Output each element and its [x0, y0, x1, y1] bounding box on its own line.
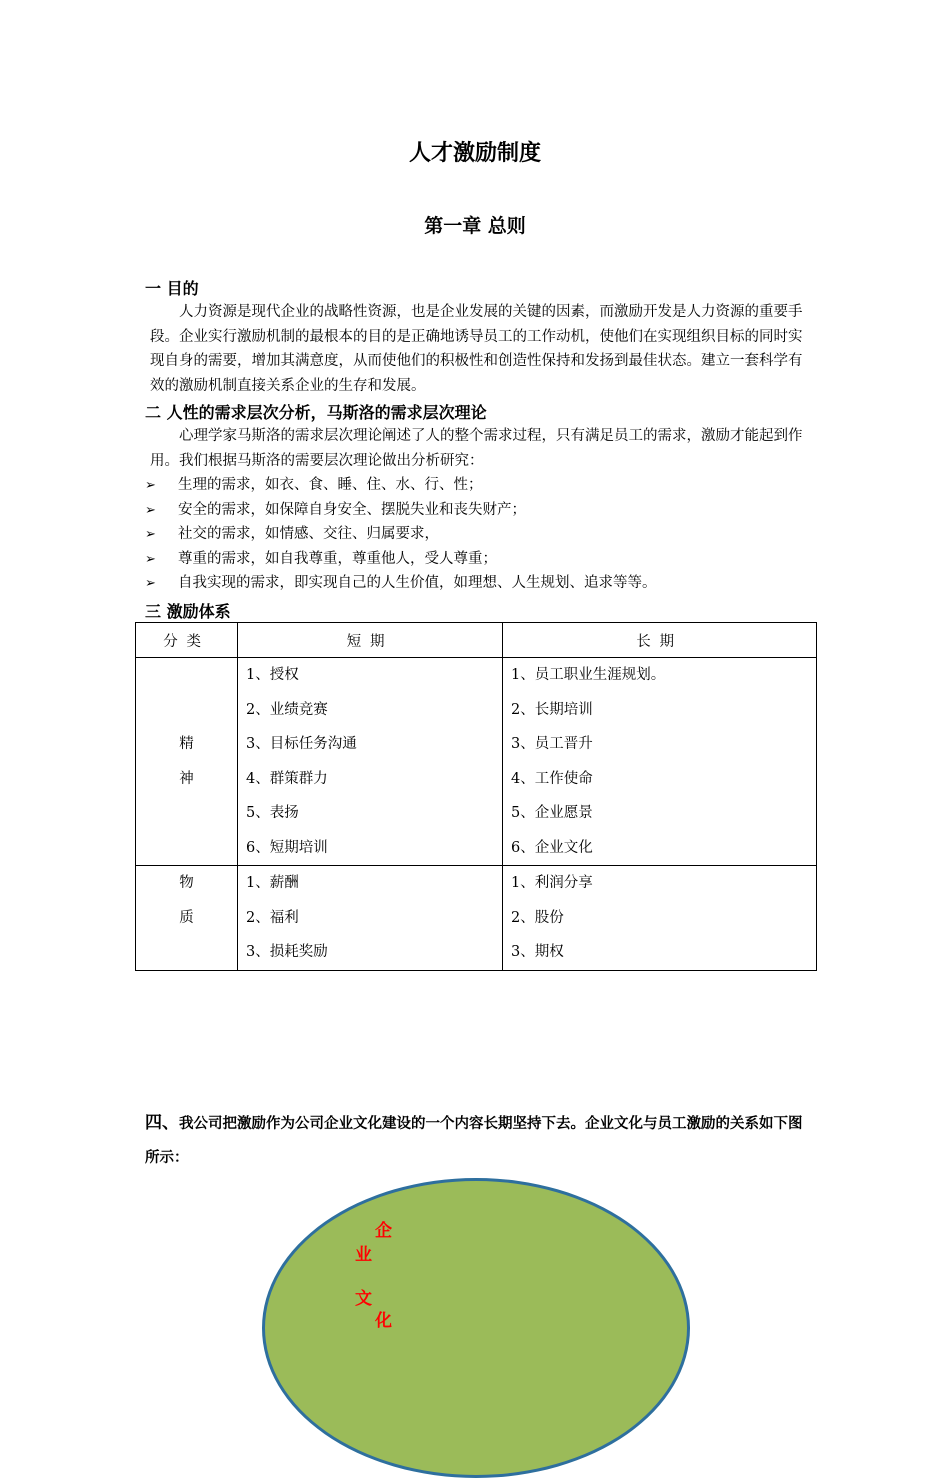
culture-ellipse — [262, 1178, 690, 1478]
diagram-char: 化 — [375, 1311, 392, 1331]
long-term-cell: 1、员工职业生涯规划。 2、长期培训 3、员工晋升 4、工作使命 5、企业愿景 6、企业文化 — [503, 658, 817, 866]
section-heading-purpose: 一 目的 — [145, 279, 199, 298]
short-term-cell: 1、授权 2、业绩竞赛 3、目标任务沟通 4、群策群力 5、表扬 6、短期培训 — [238, 658, 503, 866]
diagram-char: 业 — [355, 1245, 372, 1265]
section-number: 四、 — [145, 1113, 179, 1133]
arrow-bullet-icon: ➢ — [145, 502, 156, 518]
section-culture-body: 我公司把激励作为公司企业文化建设的一个内容长期坚持下去。企业文化与员工激励的关系如下图所示： — [145, 1116, 803, 1166]
arrow-bullet-icon: ➢ — [145, 551, 156, 567]
long-term-cell: 1、利润分享 2、股份 3、期权 — [503, 866, 817, 971]
section-purpose-body: 人力资源是现代企业的战略性资源，也是企业发展的关键的因素，而激励开发是人力资源的重要手段。企业实行激励机制的最根本的目的是正确地诱导员工的工作动机，使他们在实现组织目标的同时实现自身的需要，增加其满意度，从而使他们的积极性和创造性保持和发扬到最佳状态。建立一套科学有效的激励机制直接关系企业的生存和发展。 — [150, 304, 803, 394]
diagram-char: 企 — [375, 1221, 392, 1241]
list-item: ➢ 自我实现的需求，即实现自己的人生价值，如理想、人生规划、追求等等。 — [145, 571, 657, 596]
list-item: ➢ 社交的需求，如情感、交往、归属要求， — [145, 522, 657, 547]
table-header-row — [136, 623, 817, 658]
section-culture-relation — [145, 1106, 810, 1175]
arrow-bullet-icon: ➢ — [145, 576, 156, 592]
diagram-char: 文 — [355, 1289, 372, 1309]
column-header-category: 分类 — [136, 623, 238, 658]
column-header-long-term: 长期 — [503, 623, 817, 658]
short-term-cell: 1、薪酬 2、福利 3、损耗奖励 — [238, 866, 503, 971]
list-item: ➢ 尊重的需求，如自我尊重，尊重他人，受人尊重； — [145, 547, 657, 572]
category-cell: 物 质 — [136, 866, 238, 971]
table-row — [136, 658, 817, 866]
list-item: ➢ 生理的需求，如衣、食、睡、住、水、行、性； — [145, 473, 657, 498]
incentive-table — [135, 622, 817, 971]
arrow-bullet-icon: ➢ — [145, 478, 156, 493]
document-title: 人才激励制度 — [408, 141, 541, 166]
section-maslow-body: 心理学家马斯洛的需求层次理论阐述了人的整个需求过程，只有满足员工的需求，激励才能起到作用。我们根据马斯洛的需要层次理论做出分析研究： — [150, 428, 803, 469]
list-item: ➢ 安全的需求，如保障自身安全、摆脱失业和丧失财产； — [145, 498, 657, 523]
needs-list — [145, 473, 657, 596]
section-heading-maslow: 二 人性的需求层次分析，马斯洛的需求层次理论 — [145, 403, 487, 422]
category-cell: 精 神 — [136, 658, 238, 866]
arrow-bullet-icon: ➢ — [145, 527, 156, 543]
column-header-short-term: 短期 — [238, 623, 503, 658]
chapter-title: 第一章 总则 — [424, 215, 526, 237]
table-row — [136, 866, 817, 971]
section-heading-incentive-system: 三 激励体系 — [145, 602, 231, 621]
